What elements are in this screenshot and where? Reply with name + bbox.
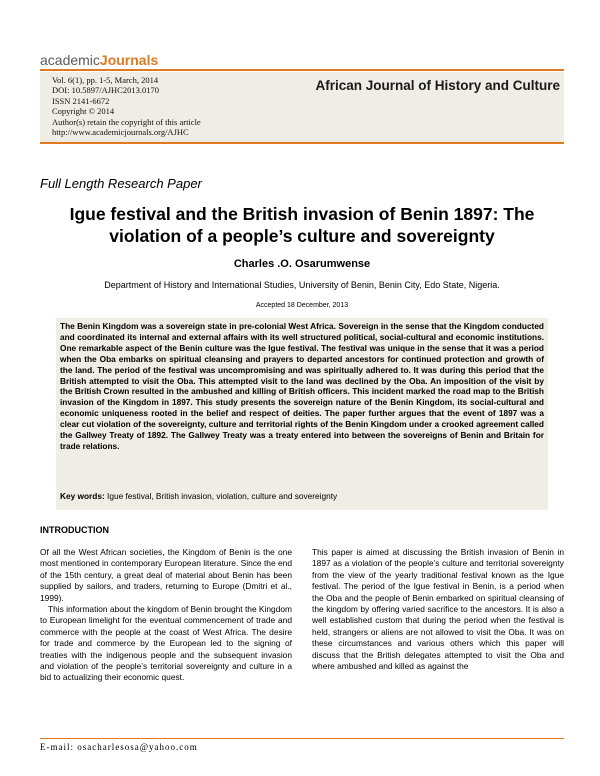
abstract-text: The Benin Kingdom was a sovereign state in pre-colonial West Africa. Sovereign in the sense that the Kingdom conducted and coordinated its internal and external affairs with its well structured political, social-cultural and economic institutions. One remarkable aspect of the Benin culture was the Igue festival. The festival was unique in the sense that it was a period when the Oba embarks on spiritual cleansing and prayers to departed ancestors for continued protection and growth of the land. The period of the festival was uncompromising and was spiritually adhered to. It was during this period that the British attempted to visit the Oba. This attempted visit to the land was declined by the Oba. An imposition of the visit by the British Crown resulted in the ambushed and killing of British officers. This incident marked the road map to the British invasion of the Kingdom in 1897. This study presents the sovereign nature of the Benin Kingdom, its social-cultural and economic uniqueness rooted in the belief and respect of deities. The paper further argues that the event of 1897 was a clear cut violation of the sovereignty, culture and territorial rights of the Benin Kingdom under a crooked agreement called the Gallwey Treaty of 1892. The Gallwey Treaty was a treaty entered into between the sovereigns of Benin and Britain for trade relations. bbox=[60, 321, 544, 451]
header-rule-bottom bbox=[40, 142, 564, 144]
keywords bbox=[60, 491, 544, 501]
meta-url[interactable]: http://www.academicjournals.org/AJHC bbox=[52, 127, 189, 138]
body-paragraph: This information about the kingdom of Benin brought the Kingdom to European limelight for the eventual commencement of trade and commerce with the people at the coast of West Africa. The desire for trade and commerce by the European led to the signing of treaties with the indigenous people and the subsequent invasion and violation of the people’s territorial sovereignty and culture in a bid to actualizing their economic quest. bbox=[40, 604, 292, 683]
header-rule-top bbox=[40, 69, 564, 71]
meta-issn: ISSN 2141-6672 bbox=[52, 95, 110, 106]
keywords-label: Key words: bbox=[60, 491, 105, 501]
article-title: Igue festival and the British invasion of Benin 1897: The violation of a people’s culture and sovereignty bbox=[69, 204, 535, 246]
footer-rule bbox=[40, 738, 564, 739]
article-metadata bbox=[52, 75, 201, 137]
author-affiliation: Department of History and International Studies, University of Benin, Benin City, Edo State, Nigeria. bbox=[104, 280, 500, 290]
keywords-list: Igue festival, British invasion, violation, culture and sovereignty bbox=[107, 491, 338, 501]
meta-volume: Vol. 6(1), pp. 1-5, March, 2014 bbox=[52, 75, 159, 85]
logo-journals: Journals bbox=[99, 52, 159, 68]
body-paragraph: This paper is aimed at discussing the British invasion of Benin in 1897 as a violation of the people’s culture and territorial sovereignty from the view of the yearly traditional festival known as the Igue festival. The period of the Igue festival in Benin, is a period when the Oba and the people of Benin embarked on spiritual cleansing of the kingdom by offering varied sacrifice to the ancestors. It is also a well established custom that during the period when the festival is held, strangers or aliens are not allowed to visit the Oba. It was on these circumstances and various others which this paper will discuss that the British delegates attempted to visit the Oba and where ambushed and killed as against the bbox=[312, 547, 564, 672]
publisher-logo bbox=[40, 52, 158, 68]
paper-type: Full Length Research Paper bbox=[40, 176, 202, 191]
section-heading: INTRODUCTION bbox=[40, 525, 109, 535]
accepted-date: Accepted 18 December, 2013 bbox=[255, 302, 349, 309]
journal-name: African Journal of History and Culture bbox=[315, 78, 560, 93]
body-column-right bbox=[312, 547, 564, 672]
meta-copyright: Copyright © 2014 bbox=[52, 106, 115, 117]
logo-academic: academic bbox=[40, 52, 100, 68]
body-paragraph: Of all the West African societies, the Kingdom of Benin is the one most mentioned in contemporary European literature. Since the end of the 15th century, a great deal of material about Benin has been supplied by sailors, and traders, returning to Europe (Dmitri et al., 1999). bbox=[40, 547, 292, 603]
meta-author-rights: Author(s) retain the copyright of this article bbox=[52, 116, 201, 127]
body-column-left bbox=[40, 547, 292, 684]
correspondence-email[interactable]: E-mail: osacharlesosa@yahoo.com bbox=[40, 742, 198, 752]
author-name: Charles .O. Osarumwense bbox=[233, 258, 371, 270]
meta-doi: DOI: 10.5897/AJHC2013.0170 bbox=[52, 85, 159, 96]
